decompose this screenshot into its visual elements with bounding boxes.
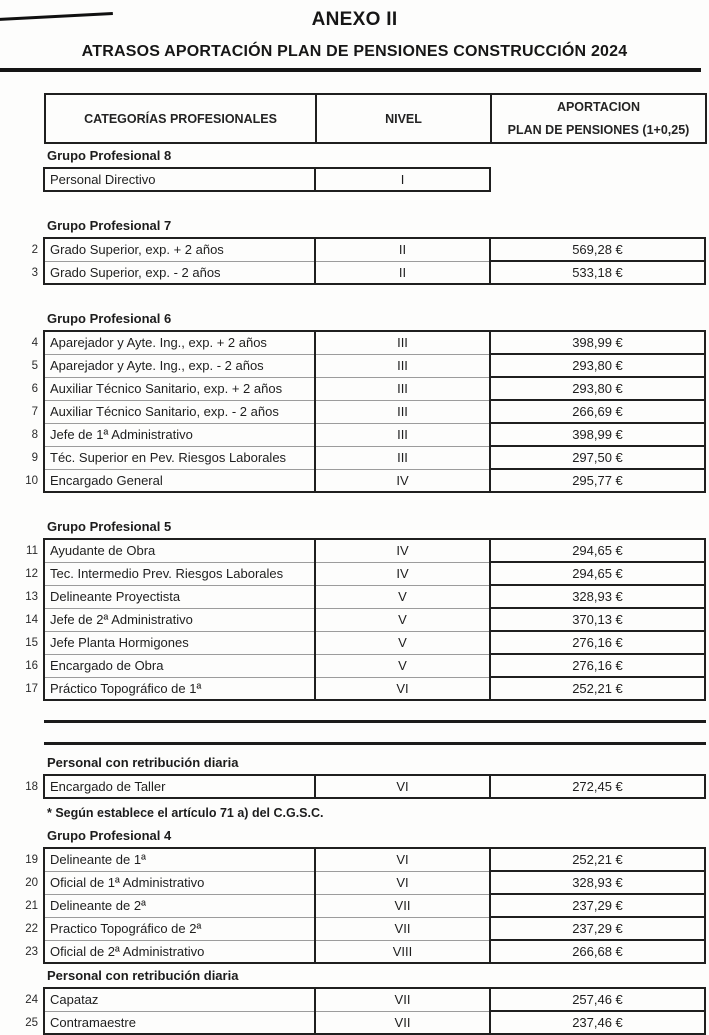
row-number: 21 <box>25 899 38 912</box>
table-row <box>16 377 705 400</box>
category-cell: Oficial de 2ª Administrativo <box>44 940 315 963</box>
amount-cell: 294,65 € <box>490 562 705 585</box>
row-number: 10 <box>25 474 38 487</box>
section-rows <box>16 238 705 284</box>
table-row <box>16 539 705 562</box>
category-cell: Ayudante de Obra <box>44 539 315 562</box>
table-row <box>16 677 705 700</box>
section-table <box>16 847 706 964</box>
table-row <box>16 354 705 377</box>
amount-cell: 297,50 € <box>490 446 705 469</box>
level-cell: IV <box>315 539 490 562</box>
category-cell: Contramaestre <box>44 1011 315 1034</box>
level-cell: VI <box>315 775 490 798</box>
table-row <box>16 608 705 631</box>
section-heading: Grupo Profesional 4 <box>47 828 172 843</box>
section <box>0 828 709 964</box>
page-title: ANEXO II <box>311 9 398 30</box>
section-table <box>16 237 706 285</box>
table-row <box>16 585 705 608</box>
table-row <box>16 1011 705 1034</box>
amount-cell: 295,77 € <box>490 469 705 492</box>
category-cell: Grado Superior, exp. + 2 años <box>44 238 315 261</box>
amount-cell: 237,29 € <box>490 894 705 917</box>
category-cell: Jefe Planta Hormigones <box>44 631 315 654</box>
category-cell: Encargado General <box>44 469 315 492</box>
level-cell: V <box>315 585 490 608</box>
level-cell: V <box>315 608 490 631</box>
amount-cell <box>490 168 705 191</box>
category-cell: Grado Superior, exp. - 2 años <box>44 261 315 284</box>
row-number: 4 <box>31 336 38 349</box>
row-number: 17 <box>25 682 38 695</box>
row-number: 25 <box>25 1016 38 1029</box>
row-number <box>16 168 44 191</box>
table-row <box>16 631 705 654</box>
table-row <box>16 469 705 492</box>
table-row <box>16 446 705 469</box>
section-heading: Grupo Profesional 6 <box>47 311 172 326</box>
level-cell: VI <box>315 871 490 894</box>
level-cell: VI <box>315 677 490 700</box>
level-cell: I <box>315 168 490 191</box>
row-number: 24 <box>25 993 38 1006</box>
category-cell: Oficial de 1ª Administrativo <box>44 871 315 894</box>
level-cell: VI <box>315 848 490 871</box>
amount-cell: 328,93 € <box>490 585 705 608</box>
level-cell: VII <box>315 917 490 940</box>
table-row <box>16 988 705 1011</box>
section-table <box>16 167 705 192</box>
level-cell: III <box>315 423 490 446</box>
category-cell: Téc. Superior en Pev. Riesgos Laborales <box>44 446 315 469</box>
section-heading: Personal con retribución diaria <box>47 755 239 770</box>
amount-cell: 533,18 € <box>490 261 705 284</box>
table-row <box>16 261 705 284</box>
category-cell: Delineante Proyectista <box>44 585 315 608</box>
page-subtitle: ATRASOS APORTACIÓN PLAN DE PENSIONES CONSTRUCCIÓN 2024 <box>81 43 628 60</box>
section <box>0 968 709 1035</box>
section-heading: Personal con retribución diaria <box>47 968 239 983</box>
table-row <box>16 562 705 585</box>
level-cell: IV <box>315 469 490 492</box>
row-number: 12 <box>25 567 38 580</box>
divider-rule-top <box>44 720 706 723</box>
scanned-document-page <box>0 9 709 1031</box>
amount-cell: 237,29 € <box>490 917 705 940</box>
amount-cell: 569,28 € <box>490 238 705 261</box>
section <box>0 218 709 285</box>
category-cell: Jefe de 1ª Administrativo <box>44 423 315 446</box>
row-number: 13 <box>25 590 38 603</box>
section <box>0 720 709 820</box>
column-header-table <box>44 93 707 144</box>
row-number: 23 <box>25 945 38 958</box>
section-rows <box>16 331 705 492</box>
amount-cell: 328,93 € <box>490 871 705 894</box>
row-number: 11 <box>26 544 38 557</box>
category-cell: Práctico Topográfico de 1ª <box>44 677 315 700</box>
level-cell: VII <box>315 988 490 1011</box>
section-rows <box>16 848 705 963</box>
row-number: 18 <box>25 780 38 793</box>
amount-cell: 398,99 € <box>490 331 705 354</box>
amount-cell: 272,45 € <box>490 775 705 798</box>
section-heading: Grupo Profesional 7 <box>47 218 172 233</box>
row-number: 3 <box>31 266 38 279</box>
category-cell: Auxiliar Técnico Sanitario, exp. + 2 años <box>44 377 315 400</box>
header-level: NIVEL <box>316 94 491 143</box>
divider-rule-bottom <box>44 742 706 745</box>
level-cell: II <box>315 261 490 284</box>
section <box>0 519 709 701</box>
section-footnote: * Según establece el artículo 71 a) del C.G.S.C. <box>47 806 324 820</box>
header-categories: CATEGORÍAS PROFESIONALES <box>45 94 316 143</box>
category-cell: Delineante de 1ª <box>44 848 315 871</box>
row-number: 16 <box>25 659 38 672</box>
category-cell: Capataz <box>44 988 315 1011</box>
table-row <box>16 238 705 261</box>
amount-cell: 294,65 € <box>490 539 705 562</box>
table-row <box>16 848 705 871</box>
category-cell: Aparejador y Ayte. Ing., exp. - 2 años <box>44 354 315 377</box>
amount-cell: 252,21 € <box>490 848 705 871</box>
section-divider <box>0 720 709 745</box>
level-cell: III <box>315 377 490 400</box>
amount-cell: 266,68 € <box>490 940 705 963</box>
row-number: 8 <box>31 428 38 441</box>
section-rows <box>16 168 705 191</box>
amount-cell: 276,16 € <box>490 631 705 654</box>
amount-cell: 293,80 € <box>490 354 705 377</box>
section-table <box>16 774 706 799</box>
table-row <box>16 331 705 354</box>
section-rows <box>16 988 705 1034</box>
table-row <box>16 423 705 446</box>
amount-cell: 293,80 € <box>490 377 705 400</box>
sections-container <box>0 148 709 1035</box>
row-number: 14 <box>25 613 38 626</box>
amount-cell: 266,69 € <box>490 400 705 423</box>
row-number: 2 <box>31 243 38 256</box>
section-heading: Grupo Profesional 8 <box>47 148 172 163</box>
category-cell: Personal Directivo <box>44 168 315 191</box>
table-row <box>16 775 705 798</box>
header-contribution <box>491 94 706 143</box>
section-heading: Grupo Profesional 5 <box>47 519 172 534</box>
row-number: 9 <box>31 451 38 464</box>
amount-cell: 398,99 € <box>490 423 705 446</box>
row-number: 22 <box>25 922 38 935</box>
row-number: 15 <box>25 636 38 649</box>
row-number: 19 <box>25 853 38 866</box>
row-number: 7 <box>31 405 38 418</box>
amount-cell: 252,21 € <box>490 677 705 700</box>
table-row <box>16 168 705 191</box>
section <box>0 311 709 493</box>
section-table <box>16 987 706 1035</box>
table-row <box>16 400 705 423</box>
header-contribution-line1: APORTACION <box>556 100 641 114</box>
level-cell: III <box>315 331 490 354</box>
level-cell: III <box>315 446 490 469</box>
category-cell: Practico Topográfico de 2ª <box>44 917 315 940</box>
level-cell: IV <box>315 562 490 585</box>
amount-cell: 237,46 € <box>490 1011 705 1034</box>
section-rows <box>16 775 705 798</box>
table-row <box>16 894 705 917</box>
table-row <box>16 917 705 940</box>
level-cell: VII <box>315 894 490 917</box>
row-number: 6 <box>31 382 38 395</box>
category-cell: Encargado de Obra <box>44 654 315 677</box>
level-cell: III <box>315 354 490 377</box>
amount-cell: 370,13 € <box>490 608 705 631</box>
amount-cell: 276,16 € <box>490 654 705 677</box>
category-cell: Auxiliar Técnico Sanitario, exp. - 2 años <box>44 400 315 423</box>
level-cell: II <box>315 238 490 261</box>
category-cell: Delineante de 2ª <box>44 894 315 917</box>
title-underline-rule <box>0 68 701 72</box>
amount-cell: 257,46 € <box>490 988 705 1011</box>
table-row <box>16 940 705 963</box>
row-number: 20 <box>25 876 38 889</box>
category-cell: Tec. Intermedio Prev. Riesgos Laborales <box>44 562 315 585</box>
category-cell: Aparejador y Ayte. Ing., exp. + 2 años <box>44 331 315 354</box>
header-contribution-line2: PLAN DE PENSIONES (1+0,25) <box>507 123 690 137</box>
table-row <box>16 871 705 894</box>
category-cell: Jefe de 2ª Administrativo <box>44 608 315 631</box>
table-row <box>16 654 705 677</box>
level-cell: V <box>315 654 490 677</box>
category-cell: Encargado de Taller <box>44 775 315 798</box>
section-rows <box>16 539 705 700</box>
row-number: 5 <box>31 359 38 372</box>
section-table <box>16 538 706 701</box>
level-cell: VII <box>315 1011 490 1034</box>
level-cell: V <box>315 631 490 654</box>
level-cell: III <box>315 400 490 423</box>
section <box>0 148 709 192</box>
section-table <box>16 330 706 493</box>
level-cell: VIII <box>315 940 490 963</box>
